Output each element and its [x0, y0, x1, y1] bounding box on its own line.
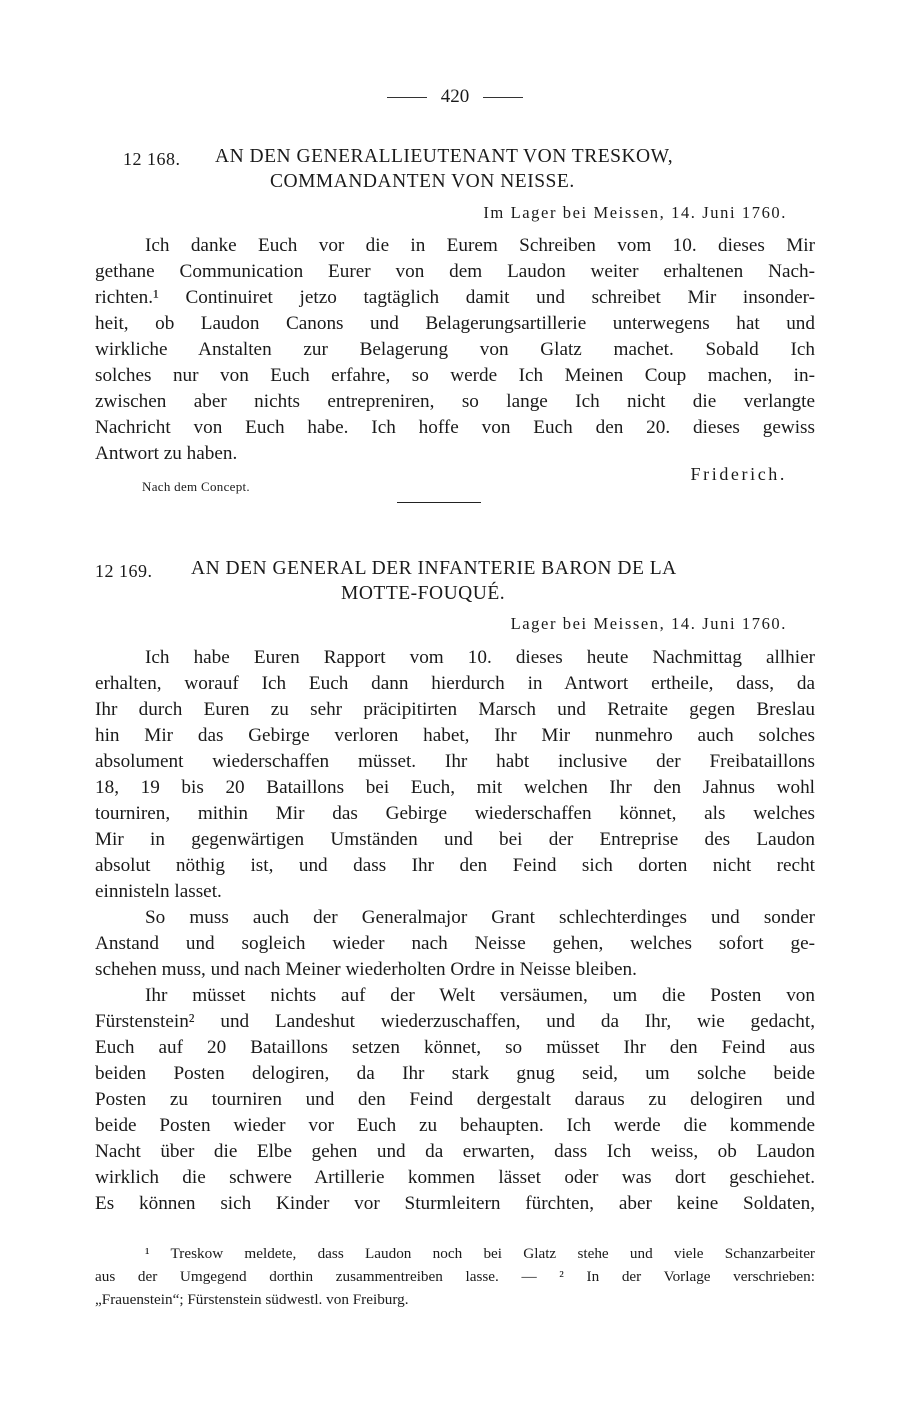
text-line: Euch auf 20 Bataillons setzen könnet, so müsset Ihr den Feind aus [95, 1037, 815, 1058]
text-line: Antwort zu haben. [95, 443, 238, 464]
text-line: erhalten, worauf Ich Euch dann hierdurch in Antwort ertheile, dass, da [95, 673, 815, 694]
page-number-dash-right [483, 97, 523, 98]
dateline: Lager bei Meissen, 14. Juni 1760. [510, 614, 787, 633]
document-page [95, 0, 815, 1404]
text-line: einnisteln lasset. [95, 881, 222, 902]
text-line: gethane Communication Eurer von dem Laudon weiter erhaltenen Nach- [95, 261, 815, 282]
signature: Friderich. [690, 464, 787, 484]
text-line: solches nur von Euch erfahre, so werde Ich Meinen Coup machen, in- [95, 365, 815, 386]
text-line: beiden Posten delogiren, da Ihr stark gnug seid, um solche beide [95, 1063, 815, 1084]
footnote-line: „Frauenstein“; Fürstenstein südwestl. von Freiburg. [95, 1291, 409, 1308]
page-number: 420 [440, 86, 470, 107]
page-number-dash-left [387, 97, 427, 98]
text-line: Mir in gegenwärtigen Umständen und bei der Entreprise des Laudon [95, 829, 815, 850]
text-line: absolument wiederschaffen müsset. Ihr habt inclusive der Freibataillons [95, 751, 815, 772]
heading-line-1: AN DEN GENERALLIEUTENANT VON TRESKOW, [215, 146, 674, 167]
text-line: richten.¹ Continuiret jetzo tagtäglich damit und schreibet Mir insonder- [95, 287, 815, 308]
footnote-line: aus der Umgegend dorthin zusammentreiben lasse. — ² In der Vorlage verschrieben: [95, 1268, 815, 1285]
heading-line-1: AN DEN GENERAL DER INFANTERIE BARON DE LA [191, 558, 677, 579]
text-line: Ich danke Euch vor die in Eurem Schreiben vom 10. dieses Mir [145, 235, 815, 256]
heading-line-2: COMMANDANTEN VON NEISSE. [270, 171, 575, 192]
text-line: heit, ob Laudon Canons und Belagerungsartillerie unterwegens hat und [95, 313, 815, 334]
text-line: Nacht über die Elbe gehen und da erwarten, dass Ich weiss, ob Laudon [95, 1141, 815, 1162]
text-line: 18, 19 bis 20 Bataillons bei Euch, mit welchen Ihr den Jahnus wohl [95, 777, 815, 798]
page-number-row [95, 86, 815, 108]
text-line: Posten zu tourniren und den Feind dergestalt daraus zu delogiren und [95, 1089, 815, 1110]
letter-number: 12 169. [95, 561, 153, 581]
text-line: Ihr müsset nichts auf der Welt versäumen, um die Posten von [145, 985, 815, 1006]
letter-number: 12 168. [123, 149, 181, 169]
source-note: Nach dem Concept. [142, 479, 250, 494]
text-line: wirklich die schwere Artillerie kommen lässet oder was dort geschiehet. [95, 1167, 815, 1188]
text-line: tourniren, mithin Mir das Gebirge wiederschaffen könnet, als welches [95, 803, 815, 824]
text-line: So muss auch der Generalmajor Grant schlechterdinges und sonder [145, 907, 815, 928]
text-line: hin Mir das Gebirge verloren habet, Ihr Mir nunmehro auch solches [95, 725, 815, 746]
text-line: absolut nöthig ist, und dass Ihr den Feind sich dorten nicht recht [95, 855, 815, 876]
text-line: beide Posten wieder vor Euch zu behaupten. Ich werde die kommende [95, 1115, 815, 1136]
section-divider [397, 502, 481, 503]
text-line: Es können sich Kinder vor Sturmleitern fürchten, aber keine Soldaten, [95, 1193, 815, 1214]
text-line: Ihr durch Euren zu sehr präcipitirten Marsch und Retraite gegen Breslau [95, 699, 815, 720]
heading-line-2: MOTTE-FOUQUÉ. [341, 583, 506, 604]
text-line: Ich habe Euren Rapport vom 10. dieses heute Nachmittag allhier [145, 647, 815, 668]
text-line: Nachricht von Euch habe. Ich hoffe von Euch den 20. dieses gewiss [95, 417, 815, 438]
text-line: Anstand und sogleich wieder nach Neisse gehen, welches sofort ge- [95, 933, 815, 954]
dateline: Im Lager bei Meissen, 14. Juni 1760. [483, 203, 787, 222]
text-line: zwischen aber nichts entrepreniren, so lange Ich nicht die verlangte [95, 391, 815, 412]
text-line: wirkliche Anstalten zur Belagerung von Glatz machet. Sobald Ich [95, 339, 815, 360]
text-line: Fürstenstein² und Landeshut wiederzuschaffen, und da Ihr, wie gedacht, [95, 1011, 815, 1032]
footnote-line: ¹ Treskow meldete, dass Laudon noch bei Glatz stehe und viele Schanzarbeiter [145, 1245, 815, 1262]
text-line: schehen muss, und nach Meiner wiederholten Ordre in Neisse bleiben. [95, 959, 637, 980]
